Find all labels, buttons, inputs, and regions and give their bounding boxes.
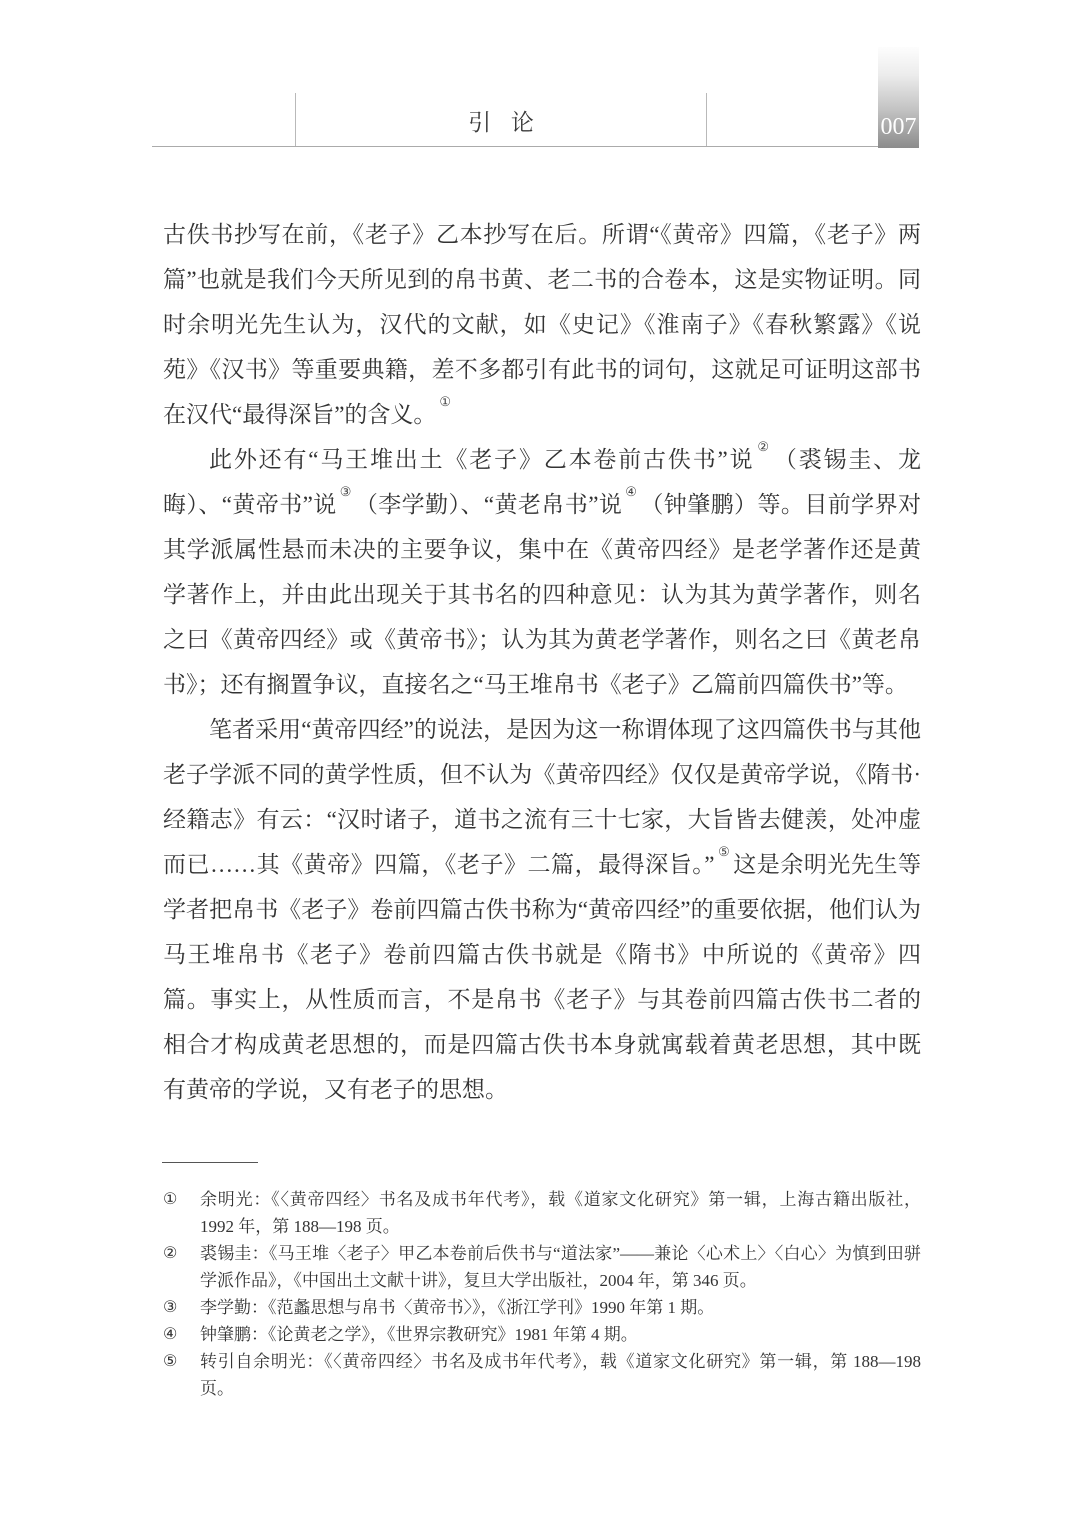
chapter-title: 引 论 [468,109,541,135]
footnote-marker: ⑤ [163,1353,178,1370]
footnote-item [163,1240,921,1294]
footnote-item [163,1348,921,1402]
footnote-text: 余明光：《〈黄帝四经〉书名及成书年代考》，载《道家文化研究》第一辑，上海古籍出版社，1992 年，第 188—198 页。 [200,1190,921,1236]
paragraph: 古佚书抄写在前，《老子》乙本抄写在后。所谓“《黄帝》四篇，《老子》两篇”也就是我们今天所见到的帛书黄、老二书的合卷本，这是实物证明。同时余明光先生认为，汉代的文献，如《史记》《淮南子》《春秋繁露》《说苑》《汉书》等重要典籍，差不多都引有此书的词句，这就足可证明这部书在汉代“最得深旨”的含义。① [163,222,921,427]
footnote-ref: ⑤ [717,844,731,860]
footnote-ref: ④ [625,484,638,500]
paragraph: 此外还有“马王堆出土《老子》乙本卷前古佚书”说②（裘锡圭、龙晦）、“黄帝书”说③（李学勤）、“黄老帛书”说④（钟肇鹏）等。目前学界对其学派属性悬而未决的主要争议，集中在《黄帝四经》是老学著作还是黄学著作上，并由此出现关于其书名的四种意见：认为其为黄学著作，则名之曰《黄帝四经》或《黄帝书》；认为其为黄老学著作，则名之曰《黄老帛书》；还有搁置争议，直接名之“马王堆帛书《老子》乙篇前四篇佚书”等。 [163,439,922,697]
footnote-divider [162,1162,258,1163]
paragraph: 笔者采用“黄帝四经”的说法，是因为这一称谓体现了这四篇佚书与其他老子学派不同的黄学性质，但不认为《黄帝四经》仅仅是黄帝学说，《隋书·经籍志》有云：“汉时诸子，道书之流有三十七家，大旨皆去健羡，处冲虚而已……其《黄帝》四篇，《老子》二篇，最得深旨。”⑤这是余明光先生等学者把帛书《老子》卷前四篇古佚书称为“黄帝四经”的重要依据，他们认为马王堆帛书《老子》卷前四篇古佚书就是《隋书》中所说的《黄帝》四篇。事实上，从性质而言，不是帛书《老子》与其卷前四篇古佚书二者的相合才构成黄老思想的，而是四篇古佚书本身就寓载着黄老思想，其中既有黄帝的学说，又有老子的思想。 [163,717,922,1102]
footnote-ref: ③ [339,484,352,500]
running-head [295,93,707,147]
footnote-text: 李学勤：《范蠡思想与帛书〈黄帝书〉》，《浙江学刊》1990 年第 1 期。 [200,1298,715,1317]
footnote-item [163,1321,921,1348]
footnotes [163,1186,921,1402]
footnote-text: 转引自余明光：《〈黄帝四经〉书名及成书年代考》，载《道家文化研究》第一辑，第 188—198 页。 [200,1352,921,1398]
footnote-ref: ① [439,394,452,410]
footnote-marker: ① [163,1191,178,1208]
footnote-marker: ② [163,1245,178,1262]
footnote-text: 裘锡圭：《马王堆〈老子〉甲乙本卷前后佚书与“道法家”——兼论〈心术上〉〈白心〉为慎到田骈学派作品》，《中国出土文献十讲》，复旦大学出版社，2004 年，第 346 页。 [200,1244,921,1290]
body-text [163,212,921,1112]
footnote-marker: ③ [163,1299,178,1316]
footnote-ref: ② [757,439,771,455]
footnote-text: 钟肇鹏：《论黄老之学》，《世界宗教研究》1981 年第 4 期。 [200,1325,638,1344]
footnote-marker: ④ [163,1326,178,1343]
footnote-item [163,1186,921,1240]
header-rule [152,146,878,147]
page-number: 007 [880,114,917,140]
footnote-item [163,1294,921,1321]
page-number-badge [878,47,919,148]
